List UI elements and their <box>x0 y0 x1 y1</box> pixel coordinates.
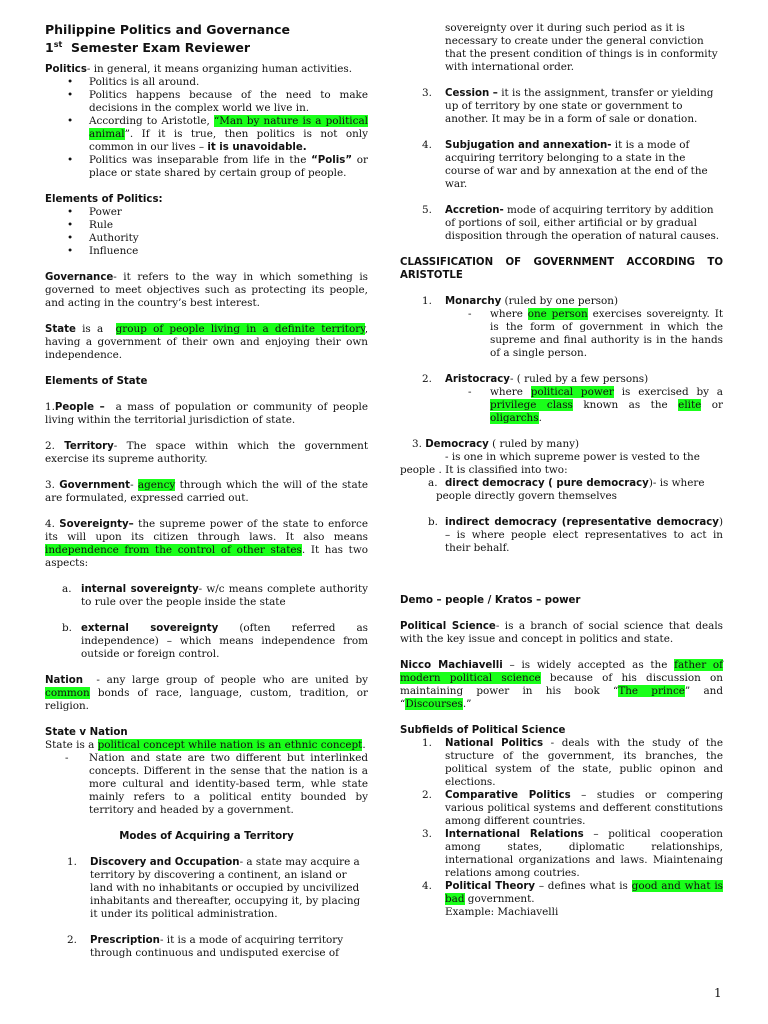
element-territory: 2. Territory- The space within which the government exercise its supreme authority. <box>45 440 368 466</box>
direct-democracy: a. direct democracy ( pure democracy)- is where <box>428 477 705 489</box>
monarchy-definition: - where one person exercises sovereignty. It is the form of government in which the supreme and final authority is in the hands of a single person. <box>468 308 723 359</box>
subfield-national-politics: 1. National Politics - deals with the study of the structure of the government, its branches, the political system of the state, public opinon and elections. <box>422 737 723 788</box>
democracy-def-1: - is one in which supreme power is vested to the <box>445 451 700 463</box>
mode-prescription-continued: sovereignty over it during such period as it is necessary to create under the general conviction that the present condition of things is in conformity with international order. <box>445 22 718 73</box>
highlight: The prince <box>618 685 685 697</box>
list-item: • Politics was inseparable from life in the “Polis” or place or state shared by certain group of people. <box>45 154 368 180</box>
nation-definition: Nation - any large group of people who are united by common bonds of race, language, custom, tradition, or religion. <box>45 674 372 713</box>
elements-state-heading: Elements of State <box>45 376 148 388</box>
element-government: 3. Government- agency through which the will of the state are formulated, expressed carried out. <box>45 479 368 505</box>
state-v-nation-body: - Nation and state are two different but interlinked concepts. Different in the sense that the nation is a more cultural and identity-based term, whle state mainly refers to a political entity bounded by territory and headed by a government. <box>65 752 368 817</box>
element-sovereignty: 4. Sovereignty– the supreme power of the state to enforce its will upon its citizen through laws. It also means independence from the control of other states. It has two aspects: <box>45 518 368 570</box>
list-item: • Rule <box>45 219 368 232</box>
state-definition: State is a group of people living in a definite territory, having a government of their own and enjoying their own independence. <box>45 323 369 362</box>
list-item: • Politics happens because of the need to make decisions in the complex world we live in. <box>45 89 368 115</box>
document-title: Philippine Politics and Governance <box>45 22 290 37</box>
classification-heading: CLASSIFICATION OF GOVERNMENT ACCORDING TO ARISTOTLE <box>400 257 727 281</box>
aristocracy: 2. Aristocracy- ( ruled by a few persons) <box>422 373 649 385</box>
list-item: • Politics is all around. <box>45 76 368 89</box>
democracy-def-2: people . It is classified into two: <box>400 464 568 476</box>
governance-definition: Governance- it refers to the way in which something is governed to meet objectives such as protecting its people, and acting in the country’s best interest. <box>45 271 368 310</box>
modes-heading: Modes of Acquiring a Territory <box>119 831 294 843</box>
mode-subjugation: 4. Subjugation and annexation- it is a mode of acquiring territory belonging to a state in the course of war and by annexation at the end of the war. <box>422 139 708 190</box>
subfield-comparative-politics: 2. Comparative Politics – studies or compering various political systems and defferent constitutions among different countries. <box>422 789 724 827</box>
highlight: oligarchs <box>490 412 539 424</box>
subfield-international-relations: 3. International Relations – political cooperation among states, diplomatic relationships, international organizations and laws. Miaintenaing relations among coutries. <box>422 828 723 879</box>
internal-sovereignty: a. internal sovereignty- w/c means complete authority to rule over the people inside the state <box>62 583 368 609</box>
state-v-nation-intro: State is a political concept while nation is an ethnic concept. <box>45 739 366 752</box>
indirect-democracy: b. indirect democracy (representative democracy) – is where people elect representatives to act in their behalf. <box>428 516 723 554</box>
element-people: 1.People – a mass of population or community of people living within the territorial jurisdiction of state. <box>45 401 372 427</box>
mode-cession: 3. Cession – it is the assignment, transfer or yielding up of territory by one state or government to another. It may be in a form of sale or donation. <box>422 87 714 125</box>
highlight: political power <box>530 386 614 398</box>
highlight: political concept while nation is an ethnic concept <box>97 739 363 752</box>
highlight: privilege class <box>490 399 573 411</box>
right-column <box>400 22 727 919</box>
direct-democracy-cont: people directly govern themselves <box>436 490 617 502</box>
highlight: group of people living in a definite territory <box>115 323 365 336</box>
subfields-heading: Subfields of Political Science <box>400 725 566 736</box>
mode-accretion: 5. Accretion- mode of acquiring territory by addition of portions of soil, either artificial or by gradual disposition through the operation of natural causes. <box>422 204 720 242</box>
list-item: • Authority <box>45 232 368 245</box>
highlight: common <box>45 687 90 700</box>
page-number: 1 <box>714 986 722 1000</box>
list-item: • Power <box>45 206 368 219</box>
aristocracy-definition: - where political power is exercised by a privilege class known as the elite or oligarchs. <box>468 386 723 424</box>
state-v-nation-heading: State v Nation <box>45 727 128 739</box>
mode-prescription: 2. Prescription- it is a mode of acquiring territory through continuous and undisputed exercise of <box>67 934 344 960</box>
document-subtitle: 1st Semester Exam Reviewer <box>45 40 251 56</box>
democracy: 3. Democracy ( ruled by many) <box>412 438 580 450</box>
political-science-definition: Political Science- is a branch of social science that deals with the key issue and concept in politics and state. <box>400 620 724 645</box>
machiavelli: Nicco Machiavelli – is widely accepted as the father of modern political science because of his discussion on maintaining power in his book “The prince” and “Discourses.” <box>400 659 723 710</box>
monarchy: 1. Monarchy (ruled by one person) <box>422 295 619 307</box>
political-theory-example: Example: Machiavelli <box>445 906 559 918</box>
highlight: “Man by nature is a political animal <box>89 115 368 141</box>
politics-definition: Politics- in general, it means organizing human activities. <box>45 63 353 76</box>
left-column <box>45 22 372 960</box>
elements-politics-list <box>45 206 368 258</box>
highlight: Discourses <box>405 698 463 710</box>
list-item: • Influence <box>45 245 368 258</box>
highlight: agency <box>137 479 176 492</box>
highlight: father of modern political science <box>400 659 723 684</box>
elements-politics-heading: Elements of Politics: <box>45 194 163 206</box>
demo-kratos: Demo – people / Kratos – power <box>400 595 581 606</box>
politics-bullets <box>45 76 368 180</box>
external-sovereignty: b. external sovereignty (often referred as independence) – which means independence from outside or foreign control. <box>62 622 368 661</box>
highlight: one person <box>527 308 588 320</box>
highlight: good and what is bad <box>445 880 723 905</box>
subfield-political-theory: 4. Political Theory – defines what is good and what is bad government. <box>422 880 723 905</box>
list-item: • According to Aristotle, “Man by nature is a political animal”. If it is true, then politics is not only common in our lives – it is unavoidable. <box>45 115 368 154</box>
highlight: independence from the control of other states <box>45 544 302 557</box>
mode-discovery: 1. Discovery and Occupation- a state may acquire a territory by discovering a continent, an island or land with no inhabitants or occupied by uncivilized inhabitants and thereafter, occupying it, by placing it under its political administration. <box>67 856 361 921</box>
highlight: elite <box>678 399 702 411</box>
